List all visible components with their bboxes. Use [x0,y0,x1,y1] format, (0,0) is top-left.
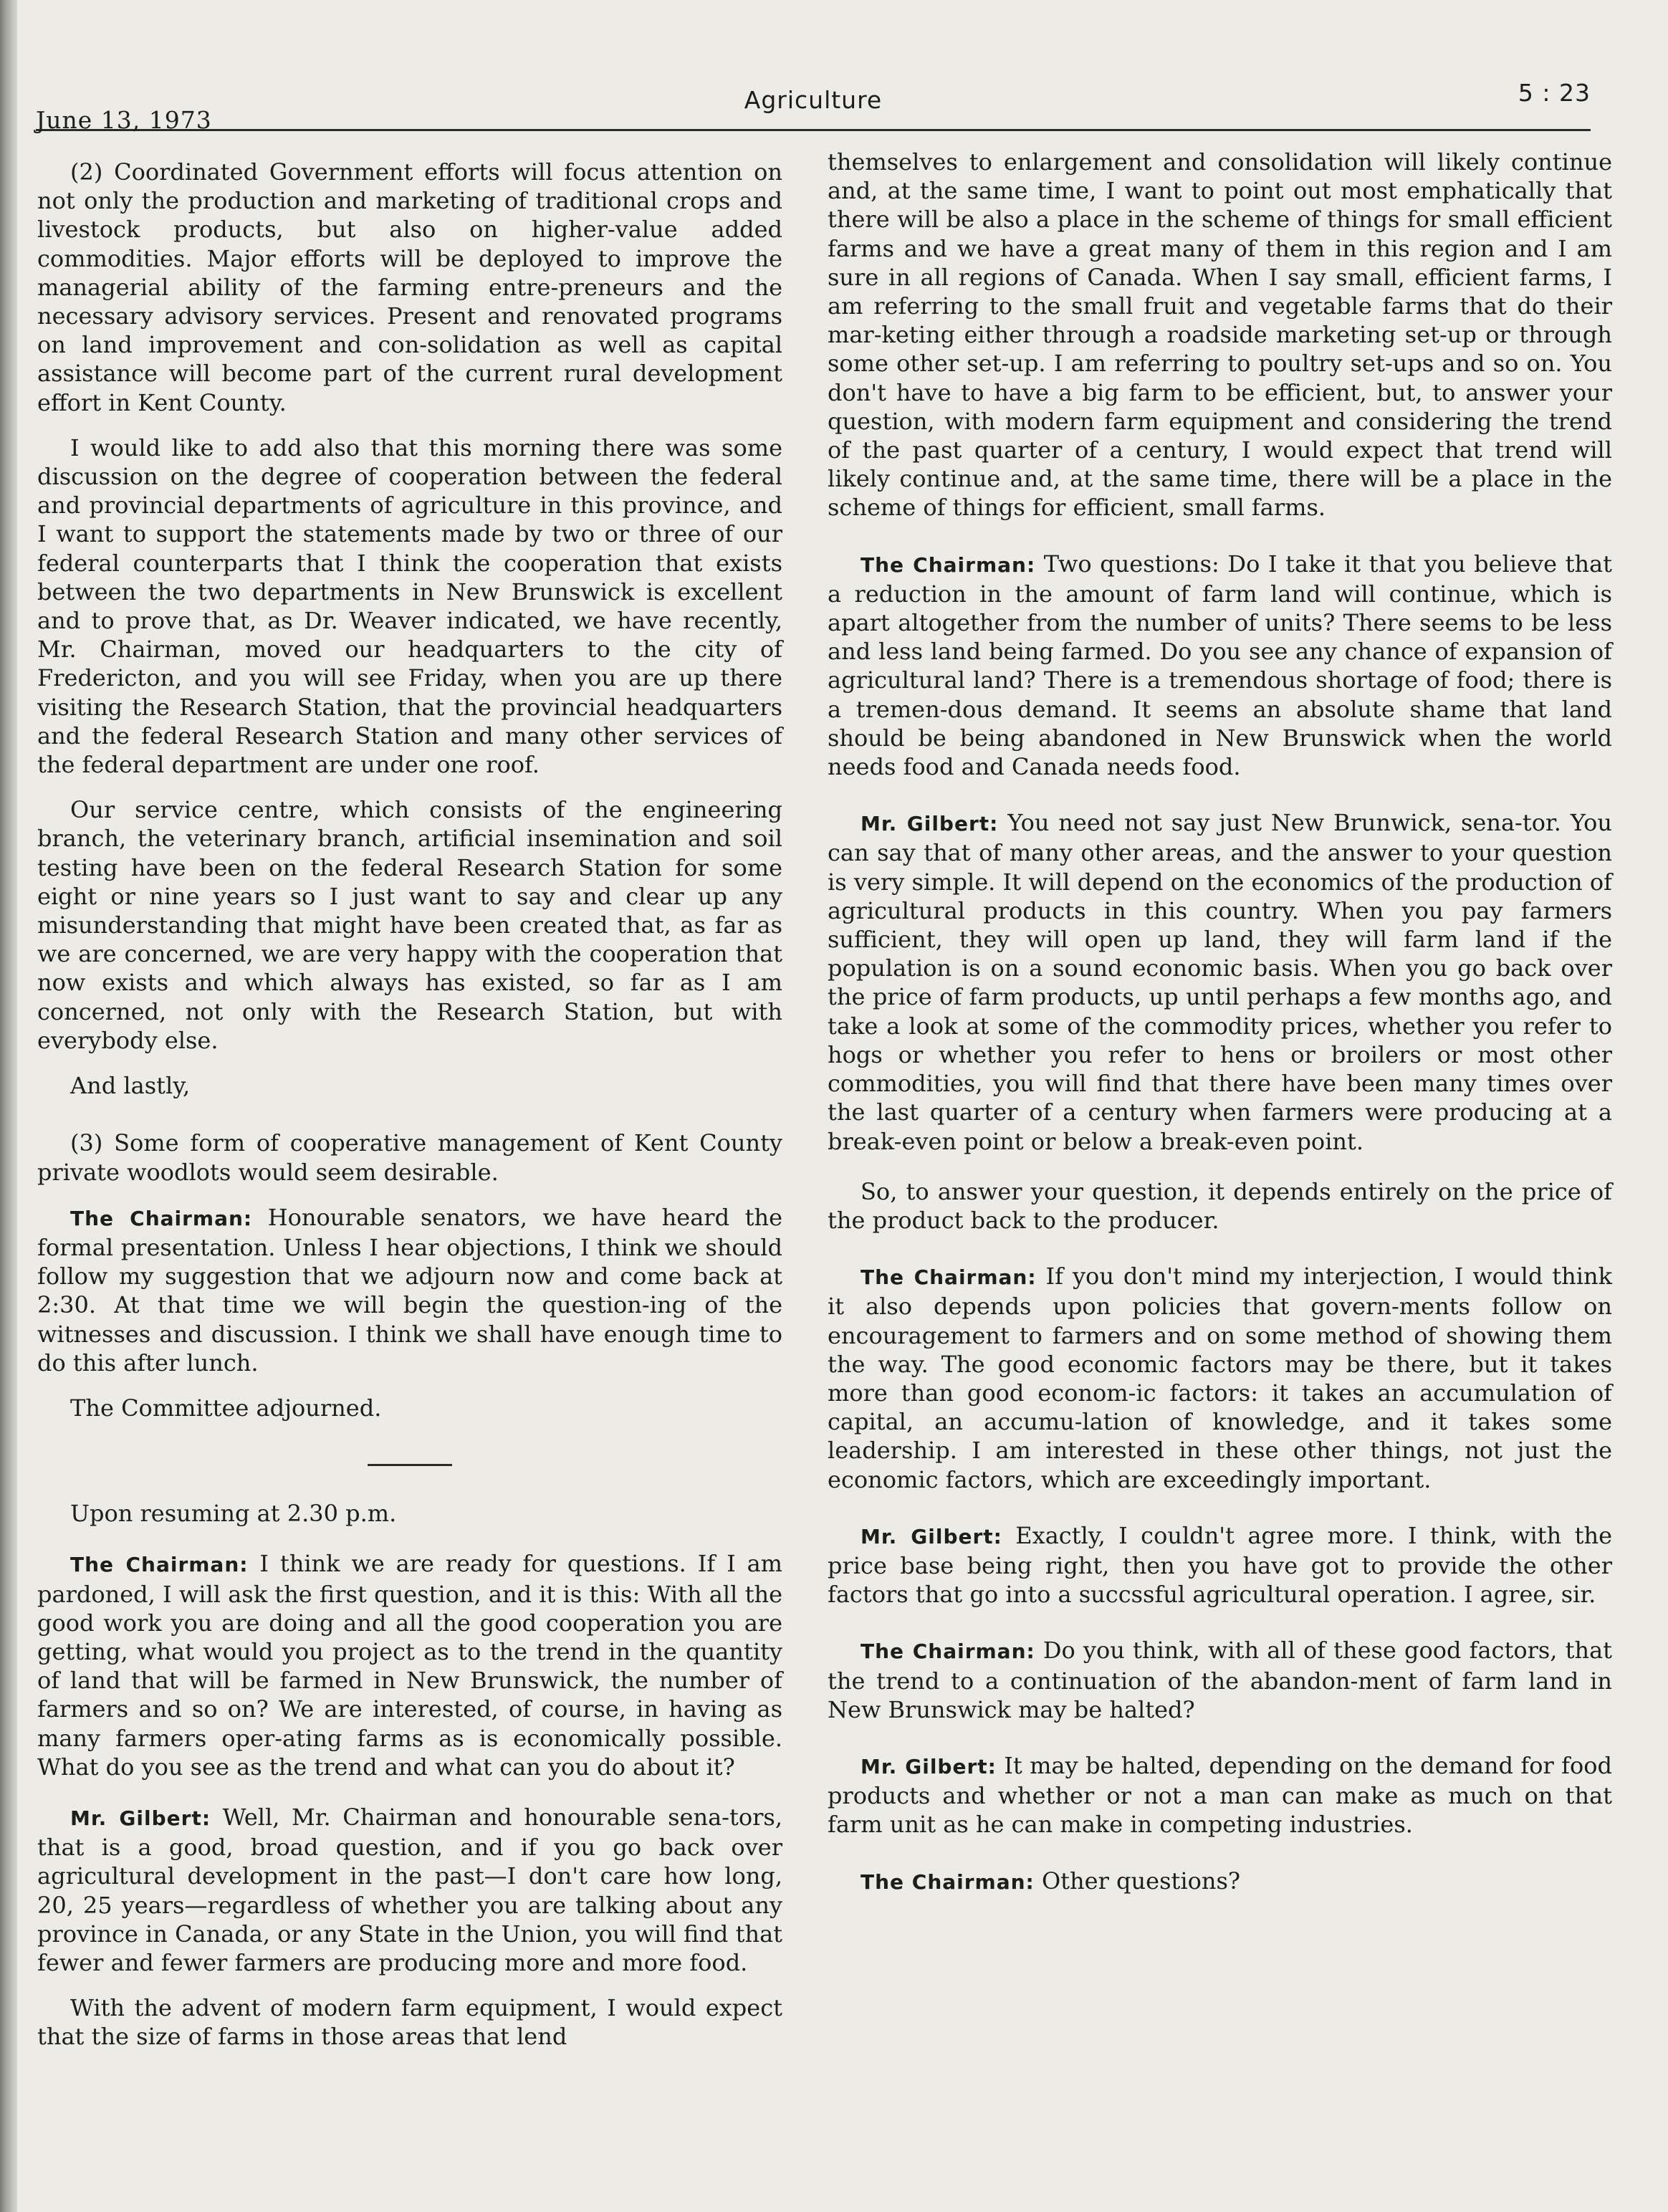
running-header [36,79,1591,134]
speaker-label: The Chairman: [861,1265,1037,1290]
speaker-label: Mr. Gilbert: [861,812,999,836]
paragraph: Mr. Gilbert: Exactly, I couldn't agree more. I think, with the price base being right, then you have got to provide the other factors that go into a succssful agricultural operation. I agree, sir. [828,1521,1613,1609]
right-column [828,148,1612,1913]
speaker-label: Mr. Gilbert: [861,1754,997,1778]
paragraph: The Chairman: Honourable senators, we have heard the formal presentation. Unless I hear objections, I think we should follow my suggestion that we adjourn now and come back at 2:30. At that time we will begin the question-ing of the witnesses and discussion. I think we shall have enough time to do this after lunch. [37,1203,783,1376]
paragraph: I would like to add also that this morning there was some discussion on the degree of cooperation between the federal and provincial departments of agriculture in this province, and I want to support the statements made by two or three of our federal counterparts that I think the cooperation that exists between the two departments in New Brunswick is excellent and to prove that, as Dr. Weaver indicated, we have recently, Mr. Chairman, moved our headquarters to the city of Fredericton, and you will see Friday, when you are up there visiting the Research Station, that the provincial headquarters and the federal Research Station and many other services of the federal department are under one roof. [37,434,782,779]
paragraph: Mr. Gilbert: Well, Mr. Chairman and honourable sena-tors, that is a good, broad question, and if you go back over agricultural development in the past—I don't care how long, 20, 25 years—regardless of whether you are talking about any province in Canada, or any State in the Union, you will find that fewer and fewer farmers are producing more and more food. [37,1803,783,1976]
paragraph: (2) Coordinated Government efforts will focus attention on not only the production and marketing of traditional crops and livestock products, but also on higher-value added commodities. Major efforts will be deployed to improve the managerial ability of the farming entre-preneurs and the necessary advisory services. Present and renovated programs on land improvement and con-solidation as well as capital assistance will become part of the current rural development effort in Kent County. [37,158,782,416]
paragraph: With the advent of modern farm equipment, I would expect that the size of farms in those areas that lend [37,1994,782,2051]
speaker-label: The Chairman: [861,1639,1035,1664]
paragraph: The Committee adjourned. [70,1394,382,1422]
paragraph: (3) Some form of cooperative management of Kent County private woodlots would seem desirable. [37,1129,782,1186]
paragraph: themselves to enlargement and consolidation will likely continue and, at the same time, I want to point out most emphatically that there will be also a place in the scheme of things for small efficient farms and we have a great many of them in this region and I am sure in all regions of Canada. When I say small, efficient farms, I am referring to the small fruit and vegetable farms that do their mar-keting either through a roadside marketing set-up or through some other set-up. I am referring to poultry set-ups and so on. You don't have to have a big farm to be efficient, but, to answer your question, with modern farm equipment and considering the trend of the past quarter of a century, I would expect that trend will likely continue and, at the same time, there will be a place in the scheme of things for efficient, small farms. [828,148,1612,522]
paragraph: Our service centre, which consists of the engineering branch, the veterinary branch, artificial insemination and soil testing have been on the federal Research Station for some eight or nine years so I just want to say and clear up any misunderstanding that might have been created that, as far as we are concerned, we are very happy with the cooperation that now exists and which always has existed, so far as I am concerned, not only with the Research Station, but with everybody else. [37,796,782,1054]
speaker-label: The Chairman: [70,1206,253,1230]
paragraph: And lastly, [70,1072,191,1100]
left-column [37,158,782,2068]
paragraph: The Chairman: I think we are ready for questions. If I am pardoned, I will ask the first question, and it is this: With all the good work you are doing and all the good cooperation you are getting, what would you project as to the trend in the quantity of land that will be farmed in New Brunswick, the number of farmers and so on? We are interested, of course, in having as many farmers oper-ating farms as is economically possible. What do you see as the trend and what can you do about it? [37,1550,783,1781]
section-divider [368,1464,452,1466]
speaker-label: The Chairman: [861,1869,1035,1894]
speaker-label: Mr. Gilbert: [70,1806,211,1830]
header-date: June 13, 1973 [36,106,212,134]
speaker-label: The Chairman: [861,552,1036,577]
speaker-label: Mr. Gilbert: [861,1524,1002,1548]
paragraph: Mr. Gilbert: You need not say just New Brunwick, sena-tor. You can say that of many other areas, and the answer to your question is very simple. It will depend on the economics of the production of agricultural products in this country. When you pay farmers sufficient, they will open up land, they will farm land if the population is on a sound economic basis. When you go back over the price of farm products, up until perhaps a few months ago, and take a look at some of the commodity prices, whether you refer to hogs or whether you refer to hens or broilers or most other commodities, you will find that there have been many times over the last quarter of a century when farmers were producing at a break-even point or below a break-even point. [828,809,1613,1155]
paragraph: So, to answer your question, it depends entirely on the price of the product back to the producer. [828,1177,1612,1234]
paragraph: Mr. Gilbert: It may be halted, depending on the demand for food products and whether or not a man can make as much on that farm unit as he can make in competing industries. [828,1751,1612,1839]
header-title: Agriculture [744,86,883,114]
paragraph: The Chairman: Two questions: Do I take it that you believe that a reduction in the amount of farm land will continue, which is apart altogether from the number of units? There seems to be less and less land being farmed. Do you see any chance of expansion of agricultural land? There is a tremendous shortage of food; there is a tremen-dous demand. It seems an absolute shame that land should be being abandoned in New Brunswick when the world needs food and Canada needs food. [828,550,1613,781]
speaker-label: The Chairman: [70,1553,249,1577]
paragraph: The Chairman: If you don't mind my interjection, I would think it also depends upon policies that govern-ments follow on encouragement to farmers and on some method of showing them the way. The good economic factors may be there, but it takes more than good econom-ic factors: it takes an accumulation of capital, an accumu-lation of knowledge, and it takes some leadership. I am interested in these other things, not just the economic factors, which are exceedingly important. [828,1263,1613,1493]
paragraph: The Chairman: Other questions? [861,1867,1241,1895]
paragraph: Upon resuming at 2.30 p.m. [70,1500,397,1528]
page-binding-edge [0,0,17,2212]
paragraph: The Chairman: Do you think, with all of these good factors, that the trend to a continuation of the abandon-ment of farm land in New Brunswick may be halted? [828,1637,1612,1723]
header-page-number: 5 : 23 [1518,79,1591,107]
